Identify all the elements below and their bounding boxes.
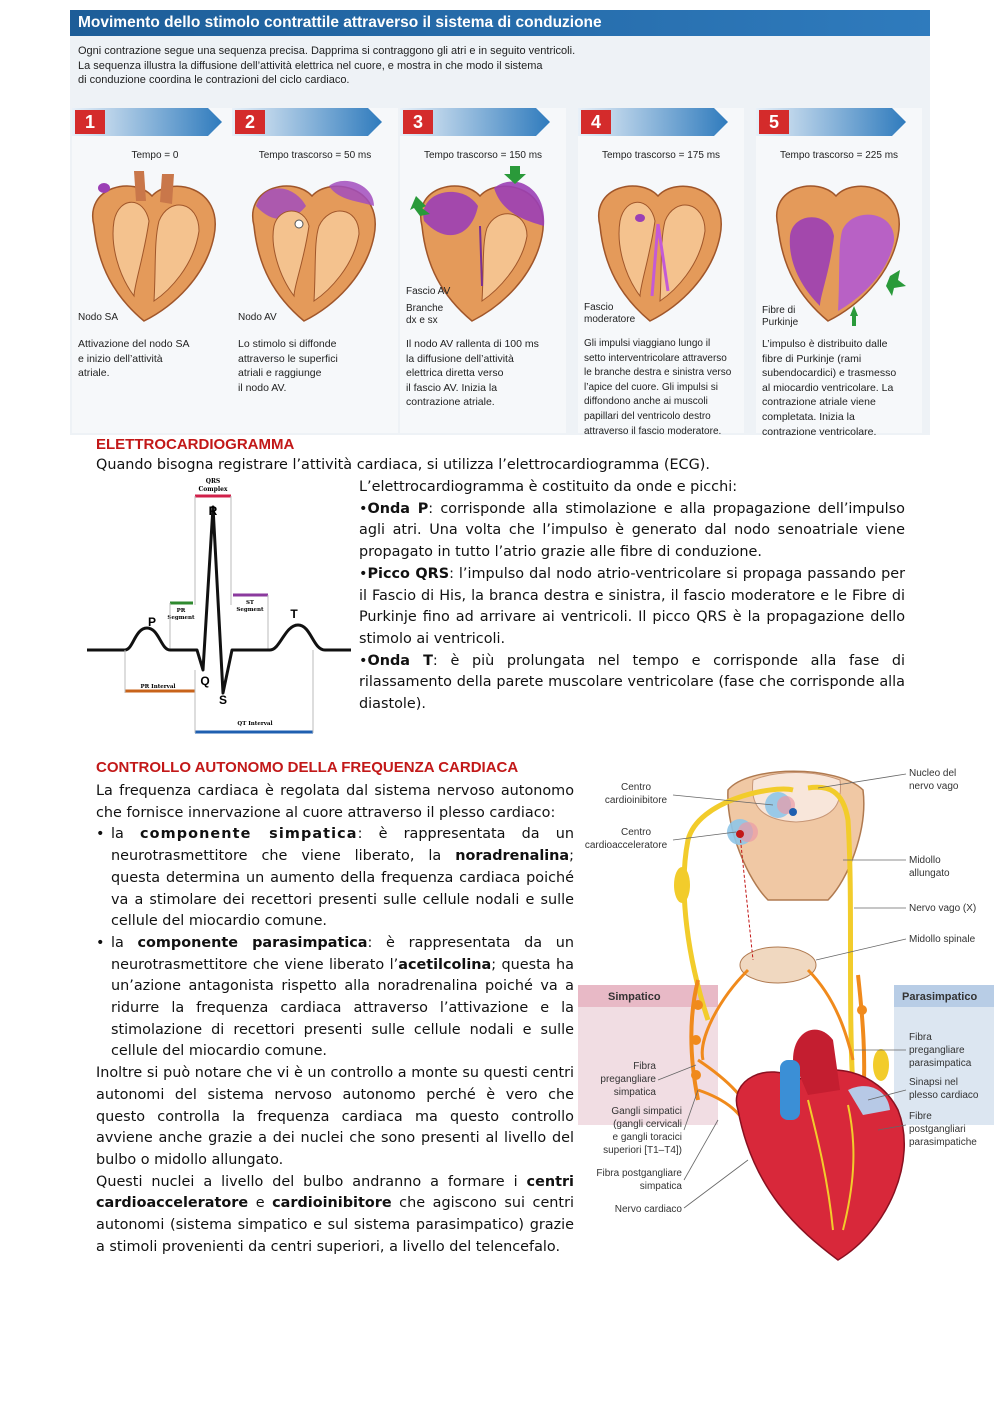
caption-line: Lo stimolo si diffonde bbox=[238, 338, 337, 350]
st-segment-label: ST bbox=[245, 600, 255, 606]
figure-header-bar bbox=[70, 10, 930, 36]
step-panel-5 bbox=[756, 108, 922, 438]
autonomic-section-title: CONTROLLO AUTONOMO DELLA FREQUENZA CARDIACA bbox=[96, 759, 519, 776]
step-label: dx e sx bbox=[406, 315, 438, 326]
vagal-ganglion bbox=[674, 867, 690, 903]
step-number: 5 bbox=[759, 110, 789, 134]
caption-line: il fascio AV. Inizia la bbox=[406, 381, 498, 394]
step-caption bbox=[762, 337, 920, 439]
intro-line: di conduzione coordina le contrazioni del ciclo cardiaco. bbox=[78, 74, 350, 86]
vagal-ganglion bbox=[873, 1049, 889, 1081]
pr-segment-label: PR bbox=[176, 608, 186, 614]
p-wave-label: P bbox=[147, 615, 157, 629]
intro-line: Ogni contrazione segue una sequenza precisa. Dapprima si contraggono gli atri e in seguito ventricoli. bbox=[78, 45, 576, 57]
bullet: • bbox=[96, 934, 105, 951]
bullet-term: componente simpatica bbox=[139, 826, 358, 843]
step-time: Tempo = 0 bbox=[131, 150, 179, 161]
figure-label: cardioinibitore bbox=[604, 795, 668, 806]
ecg-term: Onda T bbox=[367, 652, 433, 669]
t-wave-label: T bbox=[290, 607, 298, 621]
paragraph-term: cardioinibitore bbox=[272, 1195, 392, 1212]
ganglion bbox=[691, 1035, 701, 1045]
figure-label: cardioacceleratore bbox=[584, 840, 668, 851]
bullet-text: ; questa determina un aumento della frequenza cardiaca poiché va a stimolare dei recettori presenti sulle cellule nodali e sulle cellule del miocardio comune. bbox=[111, 848, 574, 930]
leader-line bbox=[673, 832, 736, 840]
figure-label: parasimpatica bbox=[909, 1058, 972, 1069]
step-panel-1 bbox=[72, 108, 238, 433]
figure-label: simpatica bbox=[613, 1087, 656, 1098]
figure-label: pregangliare bbox=[600, 1074, 656, 1085]
step-label: Fascio bbox=[584, 302, 614, 313]
leader-line bbox=[684, 1120, 718, 1180]
caption-line: diffondono anche ai muscoli bbox=[584, 396, 708, 408]
paragraph-text: che agiscono sui centri autonomi (sistema simpatico e sul sistema parasimpatico) grazie a stimoli provenienti da centri superiori, a livello del telencefalo. bbox=[96, 1195, 574, 1255]
pr-segment-label: Segment bbox=[167, 615, 195, 621]
step-number: 1 bbox=[75, 110, 105, 134]
figure-label: Sinapsi nel bbox=[909, 1077, 958, 1088]
step-time: Tempo trascorso = 150 ms bbox=[423, 150, 543, 161]
figure-label: pregangliare bbox=[909, 1045, 965, 1056]
step-label: Purkinje bbox=[762, 317, 799, 328]
figure-label: Fibra postgangliare bbox=[596, 1168, 682, 1179]
caption-line: contrazione atriale. bbox=[406, 396, 495, 409]
step-label: Nodo AV bbox=[238, 312, 277, 323]
ecg-item-text: : è più prolungata nel tempo e corrisponde alla fase di rilassamento della parete muscolare ventricolare (fase che corrisponde alla diastole). bbox=[359, 652, 905, 713]
figure-label: e gangli toracici bbox=[612, 1132, 682, 1143]
step-label: moderatore bbox=[584, 314, 636, 325]
step-panel-3 bbox=[400, 108, 566, 433]
figure-label: (gangli cervicali bbox=[613, 1119, 682, 1130]
qt-interval-label: QT Interval bbox=[237, 721, 273, 727]
figure-label: Fibre bbox=[909, 1111, 932, 1122]
ganglion bbox=[857, 1005, 867, 1015]
figure-label: Centro bbox=[620, 827, 652, 838]
bullet-text: : è rappresentata da un neurotrasmettitore che viene liberato l’ bbox=[111, 934, 574, 973]
parasympathetic-bullet bbox=[96, 933, 574, 1063]
step-time: Tempo trascorso = 175 ms bbox=[601, 150, 721, 161]
step-number: 4 bbox=[581, 110, 611, 134]
autonomic-paragraph bbox=[96, 1172, 574, 1259]
bullet-text: ; questa ha un’azione antagonista rispetto alla noradrenalina poiché va a ridurre la frequenza cardiaca attraverso l’attivazione e la stimolazione di recettori presenti sulle cellule nodali e sulle cellule del miocardio comune. bbox=[111, 956, 574, 1060]
s-label: S bbox=[218, 693, 228, 707]
autonomic-innervation-figure bbox=[578, 760, 994, 1280]
caption-line: atriale. bbox=[78, 367, 110, 380]
ecg-diagram bbox=[85, 475, 353, 740]
sympathetic-label: Simpatico bbox=[608, 991, 661, 1003]
ecg-item bbox=[359, 564, 905, 651]
caption-line: fibre di Purkinje (rami bbox=[762, 352, 862, 365]
bullet-term: acetilcolina bbox=[398, 956, 492, 973]
figure-label: Nervo vago (X) bbox=[909, 903, 977, 914]
paragraph-text: Questi nuclei a livello del bulbo andranno a formare i bbox=[96, 1173, 527, 1190]
ecg-waveform bbox=[87, 507, 351, 693]
leader-line bbox=[816, 939, 906, 960]
bullet: • bbox=[359, 500, 368, 517]
heart-illustration bbox=[74, 166, 234, 326]
bullet: • bbox=[96, 826, 105, 843]
figure-label: plesso cardiaco bbox=[909, 1090, 979, 1101]
caption-line: le branche destra e sinistra verso bbox=[584, 367, 732, 379]
autonomic-text bbox=[96, 781, 574, 1258]
caption-line: Il nodo AV rallenta di 100 ms bbox=[406, 338, 539, 350]
figure-label: allungato bbox=[909, 868, 950, 879]
step-number: 3 bbox=[403, 110, 433, 134]
caption-line: attraverso il fascio moderatore. bbox=[584, 425, 722, 437]
figure-label: simpatica bbox=[639, 1181, 682, 1192]
ecg-item bbox=[359, 651, 905, 716]
caption-line: e inizio dell’attività bbox=[78, 352, 163, 365]
figure-label: nervo vago bbox=[909, 781, 959, 792]
step-panel-4 bbox=[578, 108, 744, 437]
figure-label: parasimpatiche bbox=[909, 1137, 977, 1148]
figure-label: postgangliari bbox=[909, 1124, 966, 1135]
st-segment-label: Segment bbox=[236, 607, 264, 613]
ecg-item-text: : corrisponde alla stimolazione e alla propagazione dell’impulso agli atri. Una volta che l’impulso è generato dal nodo senoatriale viene propagato in tutto l’atrio grazie alle fibre di conduzione. bbox=[359, 500, 905, 561]
bullet-text: : è rappresentata da un neurotrasmettitore che viene liberato, la bbox=[111, 826, 574, 865]
heart-illustration bbox=[758, 166, 918, 326]
qrs-complex-label: QRS bbox=[205, 478, 221, 485]
figure-label: Nervo cardiaco bbox=[614, 1204, 682, 1215]
step-caption bbox=[238, 337, 396, 395]
step-caption bbox=[406, 337, 564, 410]
bullet: • bbox=[359, 565, 368, 582]
ganglion bbox=[693, 1000, 703, 1010]
ecg-item-text: : l’impulso dal nodo atrio-ventricolare si propaga passando per il Fascio di His, la branca destra e sinistra, il fascio moderatore e le Fibre di Purkinje fino ad arrivare ai ventricoli. Il picco QRS è la propagazione dello stimolo ai ventricoli. bbox=[359, 565, 905, 647]
ganglion bbox=[691, 1070, 701, 1080]
step-panel-2 bbox=[232, 108, 398, 433]
caption-line: contrazione ventricolare. bbox=[762, 425, 877, 438]
figure-label: Nucleo del bbox=[909, 768, 957, 779]
bullet-text: la bbox=[111, 826, 140, 843]
heart-illustration bbox=[234, 166, 394, 326]
caption-line: la diffusione dell’attività bbox=[406, 352, 514, 365]
caption-line: subendocardici) e trasmesso bbox=[762, 367, 897, 380]
caption-line: l’apice del cuore. Gli impulsi si bbox=[584, 381, 718, 393]
bullet-term: noradrenalina bbox=[455, 848, 570, 865]
r-peak-label: R bbox=[208, 504, 218, 518]
parasympathetic-label: Parasimpatico bbox=[902, 991, 978, 1003]
caption-line: attraverso le superfici bbox=[238, 352, 338, 365]
intro-line: La sequenza illustra la diffusione dell’attività elettrica nel cuore, e mostra in che modo il sistema bbox=[78, 59, 543, 72]
qrs-complex-label: Complex bbox=[198, 486, 228, 493]
ecg-description bbox=[359, 477, 905, 716]
bullet-text: la bbox=[111, 934, 138, 951]
leader-line bbox=[684, 1160, 748, 1208]
pr-interval-label: PR Interval bbox=[140, 684, 176, 690]
figure-label: Centro bbox=[620, 782, 652, 793]
caption-line: completata. Inizia la bbox=[762, 410, 855, 423]
step-time: Tempo trascorso = 225 ms bbox=[779, 150, 899, 161]
step-number: 2 bbox=[235, 110, 265, 134]
step-label: Nodo SA bbox=[78, 312, 119, 323]
caption-line: al miocardio ventricolare. La bbox=[762, 381, 894, 394]
figure-label: Midollo spinale bbox=[909, 934, 976, 945]
step-caption bbox=[78, 337, 236, 381]
ecg-intro: Quando bisogna registrare l’attività cardiaca, si utilizza l’elettrocardiogramma (ECG). bbox=[96, 457, 710, 473]
bullet: • bbox=[359, 652, 368, 669]
autonomic-intro: La frequenza cardiaca è regolata dal sistema nervoso autonomo che fornisce innervazione al cuore attraverso il plesso cardiaco: bbox=[96, 783, 574, 821]
step-label: Fibre di bbox=[762, 305, 796, 316]
ecg-term: Picco QRS bbox=[367, 565, 450, 582]
vena-cava bbox=[780, 1060, 800, 1120]
ecg-term: Onda P bbox=[367, 500, 429, 517]
caption-line: L’impulso è distribuito dalle bbox=[762, 338, 888, 350]
figure-label: superiori [T1–T4]) bbox=[603, 1145, 682, 1156]
q-label: Q bbox=[200, 674, 210, 688]
figure-label: Fibra bbox=[909, 1032, 932, 1043]
caption-line: il nodo AV. bbox=[238, 381, 287, 394]
ecg-lead: L’elettrocardiogramma è costituito da onde e picchi: bbox=[359, 479, 738, 495]
caption-line: papillari del ventricolo destro bbox=[584, 410, 711, 422]
caption-line: contrazione atriale viene bbox=[762, 396, 876, 409]
bullet-term: componente parasimpatica bbox=[137, 934, 368, 951]
ecg-section-title: ELETTROCARDIOGRAMMA bbox=[96, 436, 295, 453]
step-caption bbox=[584, 337, 742, 439]
paragraph-text: e bbox=[248, 1195, 273, 1212]
step-label: Fascio AV bbox=[406, 286, 451, 297]
figure-label: Midollo bbox=[909, 855, 941, 866]
figure-title: Movimento dello stimolo contrattile attraverso il sistema di conduzione bbox=[78, 14, 602, 31]
caption-line: elettrica diretta verso bbox=[406, 367, 504, 380]
medulla-section bbox=[752, 773, 840, 823]
figure-label: Fibra bbox=[633, 1061, 656, 1072]
sympathetic-bullet bbox=[96, 824, 574, 933]
spinal-cord-section bbox=[740, 947, 816, 983]
paragraph-term: centri cardioacceleratore bbox=[96, 1173, 574, 1212]
ecg-item bbox=[359, 499, 905, 564]
caption-line: Attivazione del nodo SA bbox=[78, 338, 190, 350]
conduction-figure bbox=[70, 10, 930, 438]
caption-line: setto interventricolare attraverso bbox=[584, 352, 727, 364]
caption-line: atriali e raggiunge bbox=[238, 367, 322, 380]
heart-illustration bbox=[402, 166, 562, 326]
figure-intro bbox=[78, 44, 678, 88]
figure-label: Gangli simpatici bbox=[611, 1106, 682, 1117]
step-time: Tempo trascorso = 50 ms bbox=[258, 150, 372, 161]
autonomic-paragraph: Inoltre si può notare che vi è un controllo a monte su questi centri autonomi del sistema nervoso autonomo perché è vero che questo controlla la frequenza cardiaca ma questo controllo avviene anche grazie a dei nuclei che sono presenti al livello del bulbo o midollo allungato. bbox=[96, 1065, 574, 1168]
neuron-dot bbox=[789, 808, 797, 816]
step-label: Branche bbox=[406, 303, 444, 314]
caption-line: Gli impulsi viaggiano lungo il bbox=[584, 338, 711, 349]
